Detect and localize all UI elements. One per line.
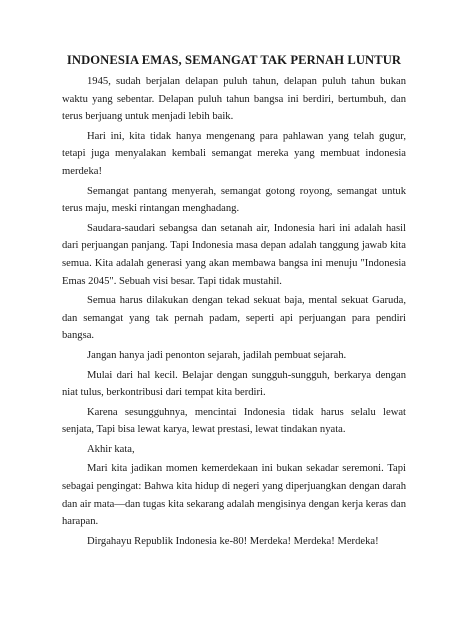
paragraph-3: Semangat pantang menyerah, semangat gotong royong, semangat untuk terus maju, meski rintangan menghadang. [62, 185, 406, 215]
paragraph-8: Karena sesungguhnya, mencintai Indonesia tidak harus selalu lewat senjata, Tapi bisa lewat karya, lewat prestasi, lewat tindakan nyata. [62, 406, 406, 436]
paragraph-4: Saudara-saudari sebangsa dan setanah air, Indonesia hari ini adalah hasil dari perjuangan panjang. Tapi Indonesia masa depan adalah tanggung jawab kita semua. Kita adalah generasi yang akan membawa bangsa ini menuju "Indonesia Emas 2045". Sebuah visi besar. Tapi tidak mustahil. [62, 222, 406, 287]
paragraph-10: Mari kita jadikan momen kemerdekaan ini bukan sekadar seremoni. Tapi sebagai pengingat: Bahwa kita hidup di negeri yang diperjuangkan dengan darah dan air mata—dan tugas kita sekarang adalah mengisinya dengan kerja keras dan harapan. [62, 463, 406, 528]
paragraph-7: Mulai dari hal kecil. Belajar dengan sungguh-sungguh, berkarya dengan niat tulus, berkontribusi dari tempat kita berdiri. [62, 369, 406, 399]
paragraph-6: Jangan hanya jadi penonton sejarah, jadilah pembuat sejarah. [87, 349, 347, 361]
paragraph-1: 1945, sudah berjalan delapan puluh tahun, delapan puluh tahun bukan waktu yang sebentar. Delapan puluh tahun bangsa ini berdiri, bertumbuh, dan terus berjuang untuk menjadi lebih baik. [62, 76, 406, 123]
paragraph-5: Semua harus dilakukan dengan tekad sekuat baja, mental sekuat Garuda, dan semangat yang tak pernah padam, seperti api perjuangan para pendiri bangsa. [62, 295, 406, 342]
paragraph-9: Akhir kata, [87, 443, 135, 455]
paragraph-11: Dirgahayu Republik Indonesia ke-80! Merdeka! Merdeka! Merdeka! [87, 535, 379, 547]
paragraph-2: Hari ini, kita tidak hanya mengenang para pahlawan yang telah gugur, tetapi juga menyalakan kembali semangat mereka yang membuat indonesia merdeka! [62, 130, 406, 177]
document-title: INDONESIA EMAS, SEMANGAT TAK PERNAH LUNTUR [66, 53, 402, 67]
